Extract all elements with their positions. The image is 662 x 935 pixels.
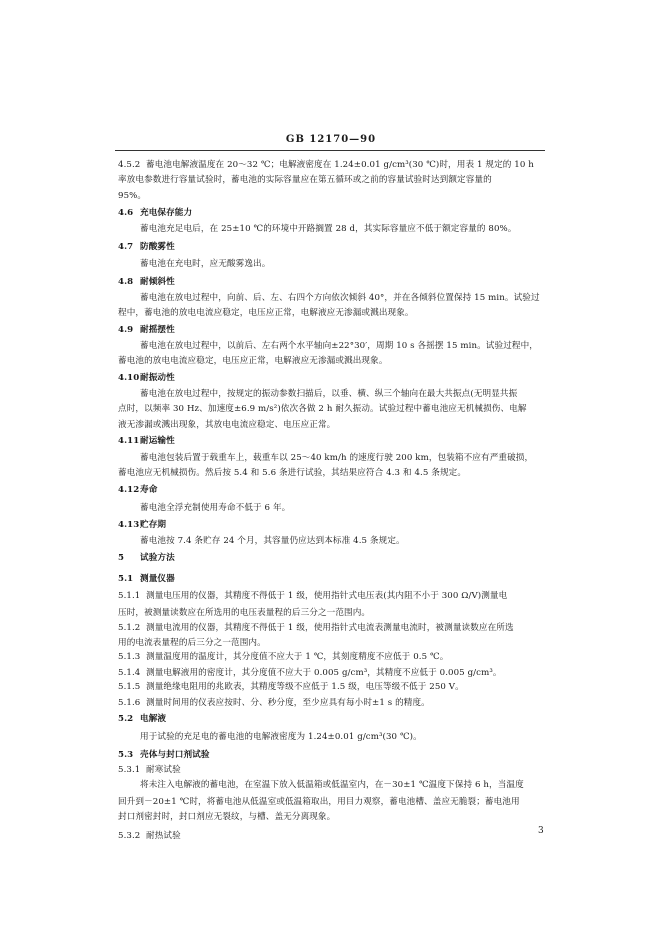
clause-number: 4.9 xyxy=(118,325,134,335)
paragraph-text: 蓄电池在放电过程中，以前后、左右两个水平轴向±22°30′，周期 10 s 各摇摆 15 min。试验过程中， xyxy=(140,341,538,351)
text-line xyxy=(140,292,548,304)
section-heading: 壳体与封口剂试验 xyxy=(140,750,210,760)
clause-number: 4.11 xyxy=(118,436,140,446)
text-line xyxy=(118,174,548,186)
text-line xyxy=(140,502,548,514)
clause-number: 4.10 xyxy=(118,373,140,383)
clause-number: 5.3 xyxy=(118,750,134,760)
text-line xyxy=(118,324,548,336)
section-heading: 耐振动性 xyxy=(140,373,175,383)
paragraph-text: 液无渗漏或溅出现象，其放电电流应稳定、电压应正常。 xyxy=(118,420,336,430)
text-line xyxy=(118,403,548,415)
paragraph-text: 蓄电池按 7.4 条贮存 24 个月，其容量仍应达到本标准 4.5 条规定。 xyxy=(140,536,405,546)
paragraph-text: 点时，以频率 30 Hz、加速度±6.9 m/s²)依次各做 2 h 耐久振动。试验过程中蓄电池应无机械损伤、电解 xyxy=(118,404,527,414)
text-line xyxy=(118,713,548,725)
section-heading: 耐倾斜性 xyxy=(140,277,175,287)
text-line xyxy=(140,388,548,400)
clause-number: 5.1.4 xyxy=(118,668,141,678)
clause-number: 4.5.2 xyxy=(118,160,141,170)
text-line xyxy=(118,796,548,808)
text-line xyxy=(140,223,548,235)
text-line xyxy=(118,241,548,253)
text-line xyxy=(118,764,548,776)
paragraph-text: 蓄电池全浮充制使用寿命不低于 6 年。 xyxy=(140,503,291,513)
paragraph-text: 蓄电池在充电时，应无酸雾逸出。 xyxy=(140,259,271,269)
section-heading: 耐摇摆性 xyxy=(140,325,175,335)
paragraph-text: 耐寒试验 xyxy=(146,765,181,775)
clause-number: 5.1.6 xyxy=(118,698,141,708)
clause-number: 4.12 xyxy=(118,485,140,495)
clause-number: 5.1.1 xyxy=(118,591,141,601)
paragraph-text: 封口剂密封时，封口剂应无裂纹，与槽、盖无分离现象。 xyxy=(118,812,336,822)
section-heading: 防酸雾性 xyxy=(140,242,175,252)
section-heading: 试验方法 xyxy=(140,553,175,563)
text-line xyxy=(118,484,548,496)
paragraph-text: 测量温度用的温度计，其分度值不应大于 1 ℃，其刻度精度不应低于 0.5 ℃。 xyxy=(146,652,449,662)
paragraph-text: 95%。 xyxy=(118,191,147,201)
section-heading: 贮存期 xyxy=(140,520,167,530)
text-line xyxy=(118,307,548,319)
section-heading: 电解液 xyxy=(140,714,167,724)
clause-number: 4.6 xyxy=(118,208,134,218)
text-line xyxy=(118,435,548,447)
text-line xyxy=(118,552,548,564)
text-line xyxy=(140,731,548,743)
paragraph-text: 测量电压用的仪器，其精度不得低于 1 级，使用指针式电压表(其内阻不小于 300 Ω/V)测量电 xyxy=(146,591,508,601)
text-line xyxy=(118,622,548,634)
section-heading: 寿命 xyxy=(140,485,158,495)
text-line xyxy=(140,340,548,352)
text-line xyxy=(118,697,548,709)
clause-number: 5 xyxy=(118,553,125,563)
paragraph-text: 压时，被测量读数应在所选用的电压表量程的后三分之一范围内。 xyxy=(118,608,371,618)
text-line xyxy=(118,372,548,384)
section-heading: 耐运输性 xyxy=(140,436,175,446)
section-heading: 充电保存能力 xyxy=(140,208,193,218)
section-heading: 测量仪器 xyxy=(140,574,175,584)
text-line xyxy=(118,667,548,679)
paragraph-text: 测量电解液用的密度计，其分度值不应大于 0.005 g/cm³，其精度不应低于 0.005 g/cm³。 xyxy=(146,668,502,678)
text-line xyxy=(140,452,548,464)
text-line xyxy=(118,276,548,288)
clause-number: 5.2 xyxy=(118,714,134,724)
paragraph-text: 蓄电池应无机械损伤。然后按 5.4 和 5.6 条进行试验，其结果应符合 4.3 和 4.5 条规定。 xyxy=(118,468,467,478)
header-rule xyxy=(115,150,545,151)
page-number: 3 xyxy=(538,826,544,836)
text-line xyxy=(118,637,548,649)
text-line xyxy=(118,467,548,479)
text-line xyxy=(118,419,548,431)
text-line xyxy=(118,651,548,663)
paragraph-text: 测量电流用的仪器，其精度不得低于 1 级，使用指针式电流表测量电流时，被测量读数应在所选 xyxy=(146,623,514,633)
paragraph-text: 蓄电池电解液温度在 20～32 ℃；电解液密度在 1.24±0.01 g/cm³(30 ℃)时，用表 1 规定的 10 h xyxy=(146,160,534,170)
clause-number: 5.1 xyxy=(118,574,134,584)
text-line xyxy=(118,590,548,602)
text-line xyxy=(118,573,548,585)
clause-number: 5.1.3 xyxy=(118,652,141,662)
paragraph-text: 回升到－20±1 ℃时，将蓄电池从低温室或低温箱取出，用目力观察，蓄电池槽、盖应无脆裂；蓄电池用 xyxy=(118,797,520,807)
text-line xyxy=(140,258,548,270)
paragraph-text: 蓄电池在放电过程中，向前、后、左、右四个方向依次倾斜 40°，并在各倾斜位置保持 15 min。试验过 xyxy=(140,293,540,303)
paragraph-text: 用的电流表量程的后三分之一范围内。 xyxy=(118,638,266,648)
clause-number: 5.1.5 xyxy=(118,682,141,692)
clause-number: 4.7 xyxy=(118,242,134,252)
paragraph-text: 测量绝缘电阻用的兆欧表，其精度等级不应低于 1.5 级，电压等级不低于 250 V。 xyxy=(146,682,464,692)
text-line xyxy=(118,207,548,219)
paragraph-text: 用于试验的充足电的蓄电池的电解液密度为 1.24±0.01 g/cm³(30 ℃)。 xyxy=(140,732,422,742)
paragraph-text: 耐热试验 xyxy=(146,831,181,841)
text-line xyxy=(118,681,548,693)
clause-number: 5.3.2 xyxy=(118,831,141,841)
clause-number: 4.8 xyxy=(118,277,134,287)
standard-header: GB 12170—90 xyxy=(285,134,377,145)
text-line xyxy=(140,779,548,791)
paragraph-text: 蓄电池充足电后，在 25±10 ℃的环境中开路搁置 28 d，其实际容量应不低于额定容量的 80%。 xyxy=(140,224,517,234)
paragraph-text: 率放电参数进行容量试验时，蓄电池的实际容量应在第五循环或之前的容量试验时达到额定容量的 xyxy=(118,175,492,185)
text-line xyxy=(118,749,548,761)
text-line xyxy=(118,519,548,531)
clause-number: 4.13 xyxy=(118,520,140,530)
paragraph-text: 蓄电池包装后置于载重车上，载重车以 25～40 km/h 的速度行驶 200 km，包装箱不应有严重破损， xyxy=(140,453,534,463)
paragraph-text: 蓄电池的放电电流应稳定，电压应正常，电解液应无渗漏或溅出现象。 xyxy=(118,356,388,366)
paragraph-text: 测量时间用的仪表应按时、分、秒分度，至少应具有每小时±1 s 的精度。 xyxy=(146,698,430,708)
paragraph-text: 程中，蓄电池的放电电流应稳定，电压应正常，电解液应无渗漏或溅出现象。 xyxy=(118,308,414,318)
paragraph-text: 将未注入电解液的蓄电池，在室温下放入低温箱或低温室内，在－30±1 ℃温度下保持 6 h，当温度 xyxy=(140,780,524,790)
clause-number: 5.1.2 xyxy=(118,623,141,633)
text-line xyxy=(140,535,548,547)
text-line xyxy=(118,355,548,367)
text-line xyxy=(118,811,548,823)
paragraph-text: 蓄电池在放电过程中，按规定的振动参数扫描后，以垂、横、纵三个轴向在最大共振点(无明显共振 xyxy=(140,389,518,399)
clause-number: 5.3.1 xyxy=(118,765,141,775)
text-line xyxy=(118,607,548,619)
text-line xyxy=(118,830,548,842)
text-line xyxy=(118,159,548,171)
text-line xyxy=(118,190,548,202)
